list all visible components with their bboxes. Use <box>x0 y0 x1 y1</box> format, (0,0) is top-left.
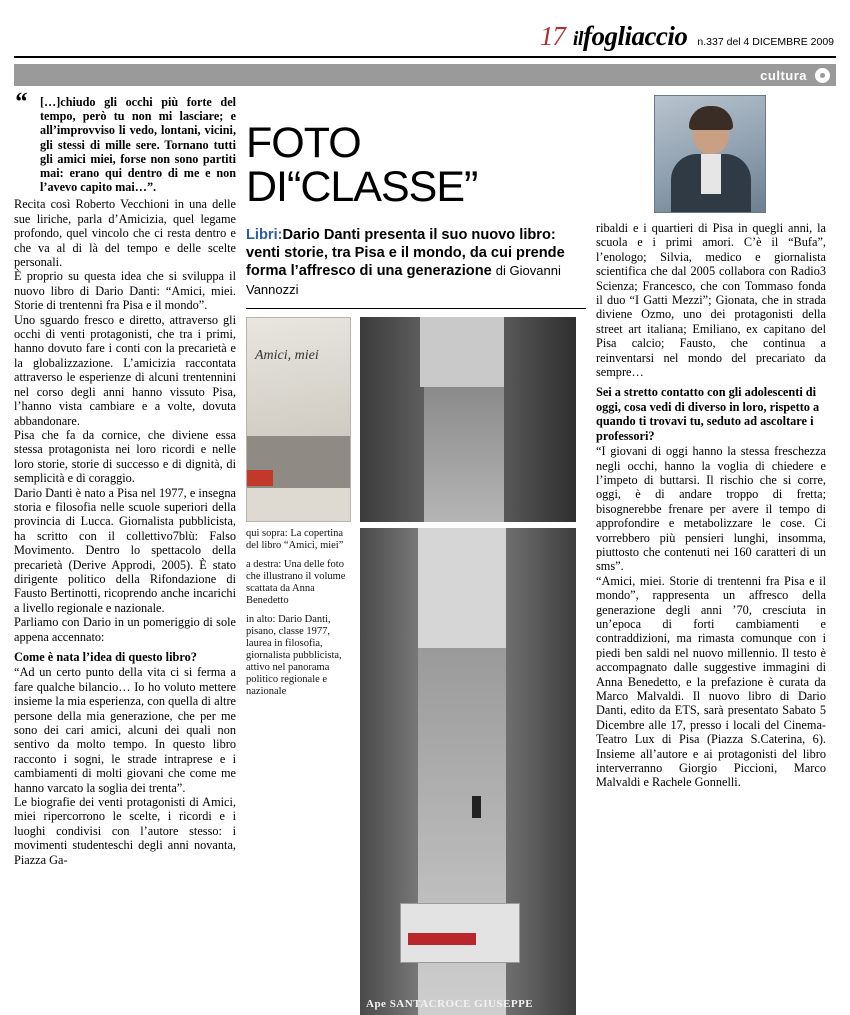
section-bar <box>14 64 836 86</box>
paragraph: ribaldi e i quartieri di Pisa in quegli anni, la scuola e i primi amori. C’è il “Bufa”, l’enologo; Silvia, medico e giornalista scientifica che dal 2005 collabora con Radio3 Scienza; Francesco, che con Tommaso fonda il duo “I Gatti Mezzi”; Gionata, che in strada diviene Ozmo, uno dei protagonisti della street art italiana; Emiliano, ex capitano del Pisa calcio; Fausto, che continua a reinventarsi nel mondo del precariato da sempre… <box>596 221 826 380</box>
book-cover-photo <box>246 317 351 522</box>
interview-question: Come è nata l’idea di questo libro? <box>14 650 197 665</box>
interview-question: Sei a stretto contatto con gli adolescenti di oggi, cosa vedi di diverso in loro, rispetto a quando ti trovavi tu, seduto ad ascoltare i professori? <box>596 385 820 443</box>
paragraph: “Amici, miei. Storie di trentenni fra Pisa e il mondo”, rappresenta un affresco della generazione degli anni ’70, cresciuta in un’epoca di forti cambiamenti e contraddizioni, ma rimasta comunque con i piedi ben saldi nel nuovo millennio. Il testo è accompagnato dalle suggestive immagini di Anna Benedetto, e la prefazione è curata da Marco Malvaldi. Il nuovo libro di Dario Danti, edito da ETS, sarà presentato Sabato 5 Dicembre alle 17, presso i locali del Cinema-Teatro Lux di Pisa (Piazza S.Caterina, 6). Insieme all’autore e ai protagonisti del libro interverranno Giorgio Piccioni, Marco Malvaldi e Rachele Gonnelli. <box>596 573 826 790</box>
van-sign-text: Ape SANTACROCE GIUSEPPE <box>366 998 534 1011</box>
road-area <box>424 387 504 522</box>
author-portrait <box>654 95 766 213</box>
cover-and-captions <box>246 317 351 1015</box>
paragraph: Parliamo con Dario in un pomeriggio di sole appena accennato: <box>14 615 236 644</box>
sky-area <box>412 528 510 648</box>
sky-area <box>420 317 510 387</box>
pull-quote-text: […]chiudo gli occhi più forte del tempo, però tu non mi lasciare; e all’improvviso li vedo, lontani, vicini, gli stessi di mille sere. Tornano tutti gli amici miei, forse non sono partiti mai: erano qui dentro di me e non l’avevo capito mai…”. <box>40 95 236 195</box>
column-rule <box>246 308 586 309</box>
building-right <box>504 317 576 522</box>
pull-quote <box>14 87 236 195</box>
photo-stack <box>360 317 576 1015</box>
cover-top-art <box>247 318 350 436</box>
caption-block <box>246 528 351 698</box>
standfirst-kicker: Libri: <box>246 227 283 243</box>
caption-gap <box>246 607 351 614</box>
caption-right: a destra: Una delle foto che illustrano il volume scattata da Anna Benedetto <box>246 559 346 607</box>
article-body <box>14 87 836 1011</box>
publication-logo <box>573 23 688 50</box>
issue-info: n.337 del 4 DICEMBRE 2009 <box>697 35 834 48</box>
cover-red-band <box>247 470 273 486</box>
section-label: cultura <box>760 67 807 83</box>
building-left <box>360 317 424 522</box>
van-red-band <box>408 933 476 945</box>
interview-answer: “Ad un certo punto della vita ci si ferma a fare qualche bilancio… Io ho voluto mettere insieme la mia esperienza, con quella di altre persone della mia generazione, che per me sono dei cari amici, alcuni dei quali non sentivo da molto tempo. In questo libro racconto i sogni, le strade intraprese e i cambiamenti di molti giovani che come me hanno varcato la soglia dei trenta”. <box>14 665 236 795</box>
standfirst-text: Dario Danti presenta il suo nuovo libro: venti storie, tra Pisa e il mondo, da cui prende forma l’affresco di una generazione <box>246 227 565 280</box>
pedestrian-figure <box>472 796 481 818</box>
newspaper-page <box>14 10 836 1011</box>
masthead <box>14 10 836 50</box>
cover-title-text: Amici, miei <box>255 348 319 364</box>
right-column <box>596 95 826 865</box>
masthead-rule <box>14 56 836 58</box>
street-photo-tall <box>360 528 576 1015</box>
paragraph: Recita così Roberto Vecchioni in una delle sue liriche, parla d’Amicizia, quel legame profondo, quel vincolo che ci resta dentro e che va al di là del tempo e delle scelte personali. <box>14 197 236 270</box>
caption-cover: qui sopra: La copertina del libro “Amici, miei” <box>246 528 344 552</box>
interview-answer: “I giovani di oggi hanno la stessa freschezza negli occhi, hanno la voglia di chiedere e l’impeto di buttarsi. Il rischio che si corre, oggi, è di andare troppo di fretta; bisognerebbe frenare per avere il tempo di approfondire e metabolizzare le cose. Ci vorrebbero più pensieri lunghi, insomma, piuttosto che contenuti nei 160 caratteri di un sms”. <box>596 444 826 574</box>
paragraph: Uno sguardo fresco e diretto, attraverso gli occhi di venti protagonisti, che tra i primi, hanno dovuto fare i conti con la precarietà e la globalizzazione. L’amicizia raccontata attraverso le esperienze di alcuni trentennini nel corso degli anni hanno vissuto Pisa, l’hanno vista cambiare e a volte, dovuta abbandonare. <box>14 312 236 428</box>
logo-name: fogliaccio <box>582 21 688 51</box>
photo-row <box>246 317 586 1015</box>
left-column <box>14 87 246 867</box>
paragraph: È proprio su questa idea che si sviluppa il nuovo libro di Dario Danti: “Amici, miei. Storie di trentenni fra Pisa e il mondo”. <box>14 269 236 313</box>
logo-article: il <box>572 28 583 50</box>
street-photo-top <box>360 317 576 522</box>
cover-bottom <box>247 488 350 521</box>
standfirst <box>246 227 586 299</box>
paragraph: Le biografie dei venti protagonisti di Amici, miei ripercorrono le scelte, i ricordi e i luoghi condivisi con l’autore stesso: i movimenti studenteschi degli anni novanta, Piazza Ga- <box>14 795 236 867</box>
quote-mark-icon: “ <box>14 87 27 116</box>
byline: di Giovanni Vannozzi <box>246 263 561 297</box>
page-number: 17 <box>539 21 565 51</box>
section-dot-icon <box>815 68 830 83</box>
paragraph: Pisa che fa da cornice, che diviene essa stessa protagonista nei loro ricordi e nelle loro storie, storie di successo e di dignità, di semplicità e di coraggio. <box>14 427 236 486</box>
paragraph: Dario Danti è nato a Pisa nel 1977, e insegna storia e filosofia nelle scuole superiori della provincia di Lucca. Giornalista pubblicista, ha scritto con il collettivo7blù: Falso Movimento. Dentro lo spettacolo della precarietà (Derive Approdi, 2005). È stato dirigente politico della Rifondazione di Fausto Bertinotti, ricoprendo anche incarichi a livello regionale e nazionale. <box>14 485 236 615</box>
caption-top: in alto: Dario Danti, pisano, classe 1977, laurea in filosofia, giornalista pubblicista, attivo nel panorama politico regionale e nazionale <box>246 614 342 698</box>
caption-gap <box>246 552 351 559</box>
middle-column <box>246 95 596 1011</box>
page-title: FOTO DI“CLASSE” <box>246 119 478 211</box>
portrait-shirt <box>701 154 721 194</box>
